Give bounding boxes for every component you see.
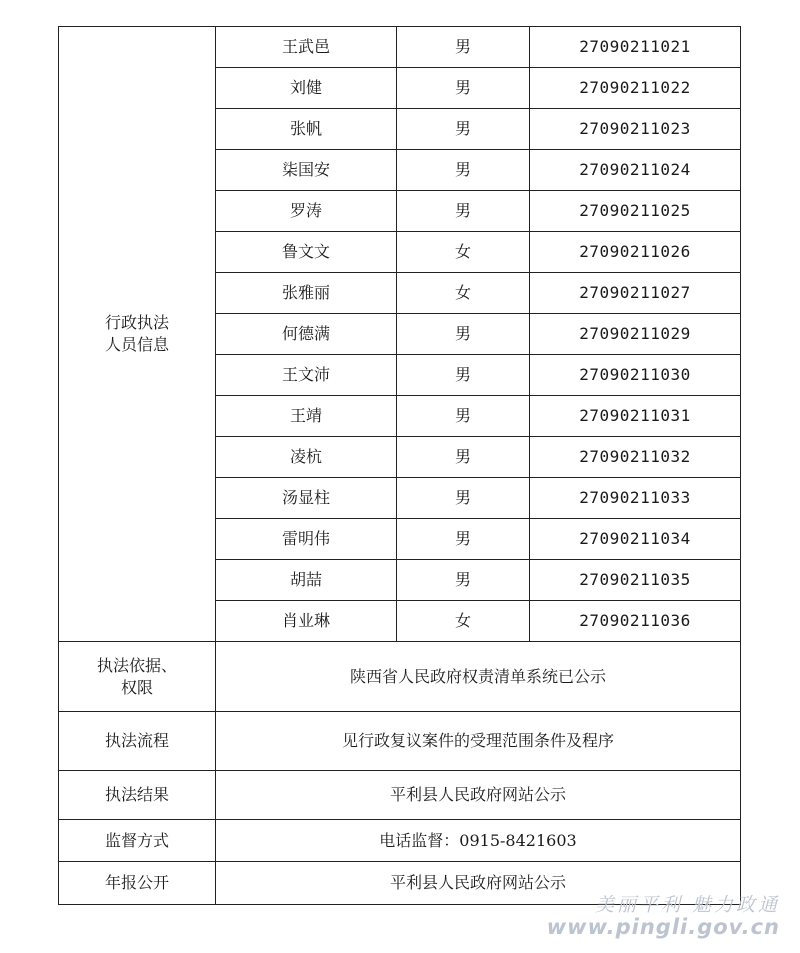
personnel-gender: 男 xyxy=(397,314,530,355)
enforcement-process-value: 见行政复议案件的受理范围条件及程序 xyxy=(216,712,741,771)
enforcement-basis-label-line2: 权限 xyxy=(120,677,153,697)
row-enforcement-process xyxy=(59,712,741,771)
enforcement-basis-label xyxy=(59,642,216,712)
personnel-name: 柒国安 xyxy=(216,150,397,191)
personnel-id: 27090211035 xyxy=(530,560,741,601)
watermark-site-name: 美丽平利 魅力政通 xyxy=(594,894,780,917)
enforcement-info-table xyxy=(58,26,741,905)
row-enforcement-basis xyxy=(59,642,741,712)
personnel-gender: 男 xyxy=(397,478,530,519)
personnel-gender: 女 xyxy=(397,232,530,273)
personnel-name: 王文沛 xyxy=(216,355,397,396)
personnel-gender: 男 xyxy=(397,437,530,478)
personnel-id: 27090211029 xyxy=(530,314,741,355)
personnel-gender: 男 xyxy=(397,191,530,232)
personnel-name: 罗涛 xyxy=(216,191,397,232)
personnel-id: 27090211032 xyxy=(530,437,741,478)
personnel-row xyxy=(59,27,741,68)
personnel-id: 27090211022 xyxy=(530,68,741,109)
personnel-id: 27090211036 xyxy=(530,601,741,642)
personnel-gender: 男 xyxy=(397,27,530,68)
personnel-gender: 男 xyxy=(397,68,530,109)
personnel-name: 张帆 xyxy=(216,109,397,150)
personnel-id: 27090211031 xyxy=(530,396,741,437)
annual-report-value: 平利县人民政府网站公示 xyxy=(216,862,741,905)
supervision-method-value: 电话监督：0915-8421603 xyxy=(216,820,741,862)
watermark-url: www.pingli.gov.cn xyxy=(546,914,780,939)
enforcement-process-label: 执法流程 xyxy=(59,712,216,771)
personnel-id: 27090211026 xyxy=(530,232,741,273)
personnel-name: 何德满 xyxy=(216,314,397,355)
personnel-section-label-line: 人员信息 xyxy=(104,335,169,354)
personnel-gender: 女 xyxy=(397,273,530,314)
personnel-name: 肖业琳 xyxy=(216,601,397,642)
personnel-name: 鲁文文 xyxy=(216,232,397,273)
personnel-gender: 男 xyxy=(397,519,530,560)
enforcement-result-value: 平利县人民政府网站公示 xyxy=(216,771,741,820)
personnel-section-label-line: 行政执法 xyxy=(104,313,169,333)
enforcement-result-label: 执法结果 xyxy=(59,771,216,820)
personnel-name: 王靖 xyxy=(216,396,397,437)
personnel-gender: 男 xyxy=(397,560,530,601)
row-enforcement-result xyxy=(59,771,741,820)
personnel-section-label xyxy=(59,27,216,642)
personnel-id: 27090211027 xyxy=(530,273,741,314)
table-body xyxy=(59,27,741,905)
personnel-name: 凌杭 xyxy=(216,437,397,478)
personnel-name: 汤显柱 xyxy=(216,478,397,519)
personnel-id: 27090211023 xyxy=(530,109,741,150)
personnel-id: 27090211025 xyxy=(530,191,741,232)
personnel-id: 27090211034 xyxy=(530,519,741,560)
supervision-method-label: 监督方式 xyxy=(59,820,216,862)
personnel-id: 27090211024 xyxy=(530,150,741,191)
enforcement-basis-value: 陕西省人民政府权责清单系统已公示 xyxy=(216,642,741,712)
row-supervision-method xyxy=(59,820,741,862)
personnel-gender: 男 xyxy=(397,396,530,437)
personnel-name: 雷明伟 xyxy=(216,519,397,560)
personnel-name: 胡喆 xyxy=(216,560,397,601)
site-watermark xyxy=(547,895,780,939)
personnel-gender: 女 xyxy=(397,601,530,642)
personnel-gender: 男 xyxy=(397,355,530,396)
personnel-id: 27090211030 xyxy=(530,355,741,396)
personnel-name: 王武邑 xyxy=(216,27,397,68)
personnel-id: 27090211021 xyxy=(530,27,741,68)
personnel-id: 27090211033 xyxy=(530,478,741,519)
personnel-gender: 男 xyxy=(397,109,530,150)
annual-report-label: 年报公开 xyxy=(59,862,216,905)
personnel-gender: 男 xyxy=(397,150,530,191)
personnel-name: 刘健 xyxy=(216,68,397,109)
personnel-name: 张雅丽 xyxy=(216,273,397,314)
enforcement-basis-label-line1: 执法依据、 xyxy=(96,655,177,675)
